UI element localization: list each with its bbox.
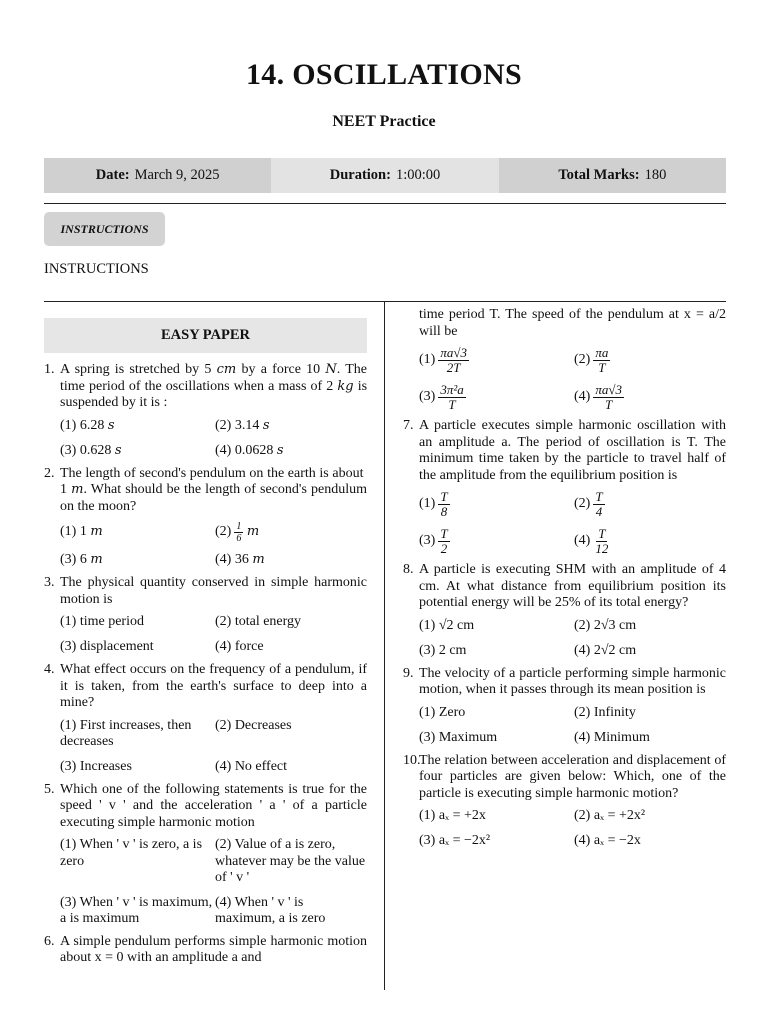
question-number: 8.: [403, 562, 414, 577]
option[interactable]: (3) Increases: [60, 758, 132, 774]
option[interactable]: (1) Zero: [419, 704, 466, 720]
fraction: $\frac{1}{6}$: [236, 521, 242, 544]
option[interactable]: (1) $\frac{\pi a√3}{2T}$: [419, 345, 467, 375]
option[interactable]: (3) aₓ = −2x²: [419, 833, 491, 849]
page-title: 14. OSCILLATIONS: [246, 58, 522, 91]
question-9: [403, 666, 726, 699]
options-7: [403, 490, 726, 556]
option[interactable]: (2) 3.14 s: [215, 417, 270, 433]
question-text: The length of second's pendulum on the earth is about 1 m. What should be the length of second's pendulum on the moon?: [60, 465, 367, 514]
question-7: [403, 418, 726, 484]
option[interactable]: (4) 2√2 cm: [574, 642, 637, 658]
left-column: [44, 318, 367, 973]
options-3: [44, 614, 367, 656]
options-4: [44, 718, 367, 776]
option[interactable]: (2) aₓ = +2x²: [574, 808, 646, 824]
option[interactable]: (2) Infinity: [574, 704, 636, 720]
options-2: [44, 521, 367, 569]
option[interactable]: (2) total energy: [215, 614, 302, 630]
option[interactable]: (1) aₓ = +2x: [419, 808, 486, 824]
right-column: [403, 307, 726, 856]
question-text: What effect occurs on the frequency of a pendulum, if it is taken, from the earth's surface to deep into a mine?: [60, 662, 367, 710]
option[interactable]: (1) 6.28 s: [60, 417, 115, 433]
option[interactable]: (1) 1 m: [60, 524, 103, 540]
question-number: 5.: [44, 781, 55, 797]
option[interactable]: (4) 36 m: [215, 552, 265, 568]
duration-cell: [271, 158, 498, 193]
info-bar: [44, 158, 726, 193]
question-text: A spring is stretched by 5 cm by a force 10 N. The time period of the oscillations when a mass of 2 kg is suspended by it is :: [60, 362, 368, 410]
options-9: [403, 705, 726, 747]
option[interactable]: (2) $\frac{T}{4}$: [574, 489, 603, 519]
option[interactable]: (1) When ' v ' is zero, a is zero: [60, 837, 203, 869]
marks-value: 180: [644, 167, 667, 183]
question-text: The velocity of a particle performing simple harmonic motion, when it passes through its mean position is: [419, 665, 726, 697]
fraction: $\frac{T}{4}$: [595, 489, 603, 519]
question-text: Which one of the following statements is true for the speed ' v ' and the acceleration ' a ' of a particle executing simple harmonic motion: [60, 781, 367, 830]
option[interactable]: (1) √2 cm: [419, 617, 475, 633]
question-text: A particle is executing SHM with an amplitude of 4 cm. At what distance from equilibrium position its potential energy will be 25% of its total energy?: [419, 562, 726, 610]
question-text: The relation between acceleration and displacement of four particles are given below: Which, one of the particle is executing simple harmonic motion?: [419, 752, 726, 801]
option[interactable]: (4) Minimum: [574, 729, 650, 745]
date-value: March 9, 2025: [134, 167, 220, 183]
question-number: 2.: [44, 465, 55, 481]
option[interactable]: (4) No effect: [215, 758, 288, 774]
option[interactable]: (3) $\frac{T}{2}$: [419, 526, 448, 556]
fraction: $\frac{\pi a}{T}$: [595, 345, 609, 375]
option[interactable]: (2) 2√3 cm: [574, 617, 637, 633]
column-divider: [384, 302, 385, 990]
fraction: $\frac{T}{2}$: [440, 526, 448, 556]
option[interactable]: (2) $\frac{\pi a}{T}$: [574, 345, 609, 375]
options-1: [44, 418, 367, 460]
question-text: A particle executes simple harmonic oscillation with an amplitude a. The period of oscillation is T. The minimum time taken by the particle to travel half of the amplitude from the equilibrium position is: [419, 418, 726, 483]
options-5: [44, 837, 367, 928]
question-6-continued: time period T. The speed of the pendulum at x = a/2 will be: [419, 307, 726, 339]
section-title: EASY PAPER: [44, 318, 367, 353]
option[interactable]: (3) 6 m: [60, 552, 103, 568]
duration-value: 1:00:00: [395, 167, 441, 183]
question-number: 9.: [403, 665, 414, 681]
section-divider: [44, 301, 726, 302]
option[interactable]: (3) $\frac{\text{3π²a}}{T}$: [419, 382, 464, 412]
question-text: The physical quantity conserved in simple harmonic motion is: [60, 575, 367, 607]
question-5: [44, 782, 367, 832]
options-10: [403, 808, 726, 850]
fraction: $\frac{\pi a√3}{2T}$: [440, 345, 467, 375]
fraction: $\frac{\text{3π²a}}{T}$: [440, 382, 464, 412]
option[interactable]: (4) aₓ = −2x: [574, 833, 641, 849]
fraction: $\frac{\pi a√3}{T}$: [595, 382, 622, 412]
option[interactable]: (3) When ' v ' is maximum, a is maximum: [60, 894, 213, 926]
options-6: [403, 346, 726, 412]
date-label: Date:: [95, 167, 130, 183]
fraction: $\frac{T}{8}$: [440, 489, 448, 519]
option[interactable]: (1) $\frac{T}{8}$: [419, 489, 448, 519]
question-1: [44, 362, 367, 412]
question-4: [44, 662, 367, 712]
question-2: [44, 466, 367, 516]
marks-cell: [499, 158, 726, 193]
question-10: [403, 753, 726, 803]
option[interactable]: (3) Maximum: [419, 729, 498, 745]
option[interactable]: (4) $\frac{T}{12}$: [574, 526, 609, 556]
question-6: [44, 934, 367, 967]
question-8: [403, 562, 726, 612]
option[interactable]: (4) force: [215, 639, 264, 655]
option[interactable]: (1) time period: [60, 614, 144, 630]
option[interactable]: (2) Value of a is zero, whatever may be the value of ' v ': [215, 837, 366, 885]
question-number: 3.: [44, 575, 55, 590]
question-3: [44, 575, 367, 608]
page-subtitle: NEET Practice: [332, 113, 436, 130]
instructions-text: INSTRUCTIONS: [44, 261, 149, 277]
header-divider: [44, 203, 726, 204]
duration-label: Duration:: [329, 167, 391, 183]
question-text: A simple pendulum performs simple harmonic motion about x = 0 with an amplitude a and: [60, 933, 367, 965]
question-number: 1.: [44, 362, 55, 377]
marks-label: Total Marks:: [558, 167, 640, 183]
option[interactable]: (1) First increases, then decreases: [60, 717, 192, 749]
option[interactable]: (4) When ' v ' is maximum, a is zero: [215, 894, 326, 926]
option[interactable]: (4) $\frac{\pi a√3}{T}$: [574, 382, 622, 412]
option[interactable]: (2) $\frac{1}{6}$ m: [215, 521, 260, 544]
option[interactable]: (3) displacement: [60, 639, 154, 655]
question-number: 10.: [403, 752, 421, 768]
option[interactable]: (3) 2 cm: [419, 642, 467, 658]
question-number: 4.: [44, 662, 55, 677]
options-8: [403, 618, 726, 660]
date-cell: [44, 158, 271, 193]
instructions-badge: INSTRUCTIONS: [44, 212, 165, 246]
question-number: 7.: [403, 418, 414, 433]
fraction: $\frac{T}{12}$: [595, 526, 609, 556]
option[interactable]: (3) 0.628 s: [60, 442, 122, 458]
option[interactable]: (4) 0.0628 s: [215, 442, 284, 458]
question-number: 6.: [44, 933, 55, 949]
option[interactable]: (2) Decreases: [215, 717, 292, 733]
